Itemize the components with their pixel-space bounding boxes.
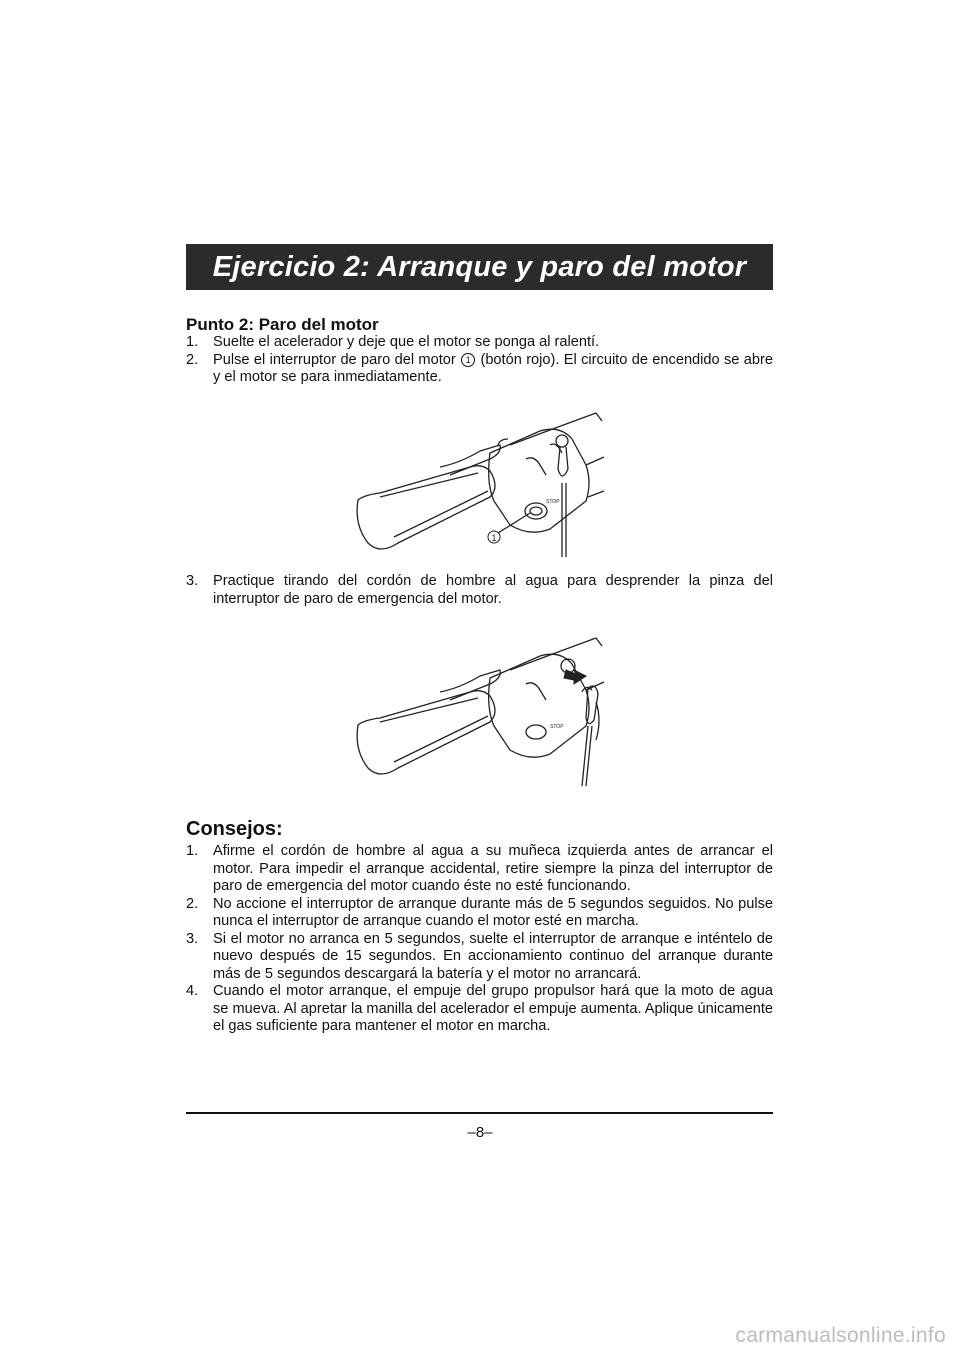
- lanyard-pull-illustration: [350, 630, 612, 788]
- list-item: 2. No accione el interruptor de arranque durante más de 5 segundos seguidos. No pulse nunca el interruptor de arranque cuando el motor esté en marcha.: [186, 895, 773, 929]
- callout-ref-icon: 1: [461, 353, 475, 367]
- pull-arrow-icon: [564, 670, 586, 684]
- stop-label: STOP: [550, 724, 564, 730]
- footer-divider: [186, 1112, 773, 1114]
- tips-list: [186, 843, 773, 1036]
- page-title: Ejercicio 2: Arranque y paro del motor: [212, 250, 747, 283]
- list-item: 1. Suelte el acelerador y deje que el motor se ponga al ralentí.: [186, 334, 600, 350]
- section-heading: Punto 2: Paro del motor: [186, 315, 379, 334]
- list-item: 1. Afirme el cordón de hombre al agua a su muñeca izquierda antes de arrancar el motor. Para impedir el arranque accidental, retire siempre la pinza del interruptor de paro de emergencia del motor cuando éste no esté funcionando.: [186, 843, 773, 894]
- list-item: 3. Si el motor no arranca en 5 segundos, suelte el interruptor de arranque e inténtelo de nuevo después de 15 segundos. En accionamiento continuo del arranque durante más de 5 segundos descargará la batería y el motor no arrancará.: [186, 930, 773, 982]
- stop-label: STOP: [546, 499, 560, 505]
- handlebar-stop-switch-illustration: [350, 405, 612, 560]
- tips-heading: Consejos:: [186, 818, 283, 840]
- steps-list-1: [186, 334, 773, 387]
- list-item: 3. Practique tirando del cordón de hombre al agua para desprender la pinza del interruptor de paro de emergencia del motor.: [186, 573, 773, 607]
- watermark: carmanualsonline.info: [735, 1324, 946, 1347]
- steps-list-2: [186, 573, 773, 608]
- callout-1-label: 1: [491, 533, 497, 543]
- page-title-banner: [186, 244, 773, 290]
- list-item: 2. Pulse el interruptor de paro del motor 1 (botón rojo). El circuito de encendido se abre y el motor se para inmediatamente.: [186, 351, 773, 385]
- list-item: 4. Cuando el motor arranque, el empuje del grupo propulsor hará que la moto de agua se mueva. Al apretar la manilla del acelerador el empuje aumenta. Aplique únicamente el gas suficiente para mantener el motor en marcha.: [186, 983, 773, 1034]
- page-number: –8–: [467, 1124, 493, 1141]
